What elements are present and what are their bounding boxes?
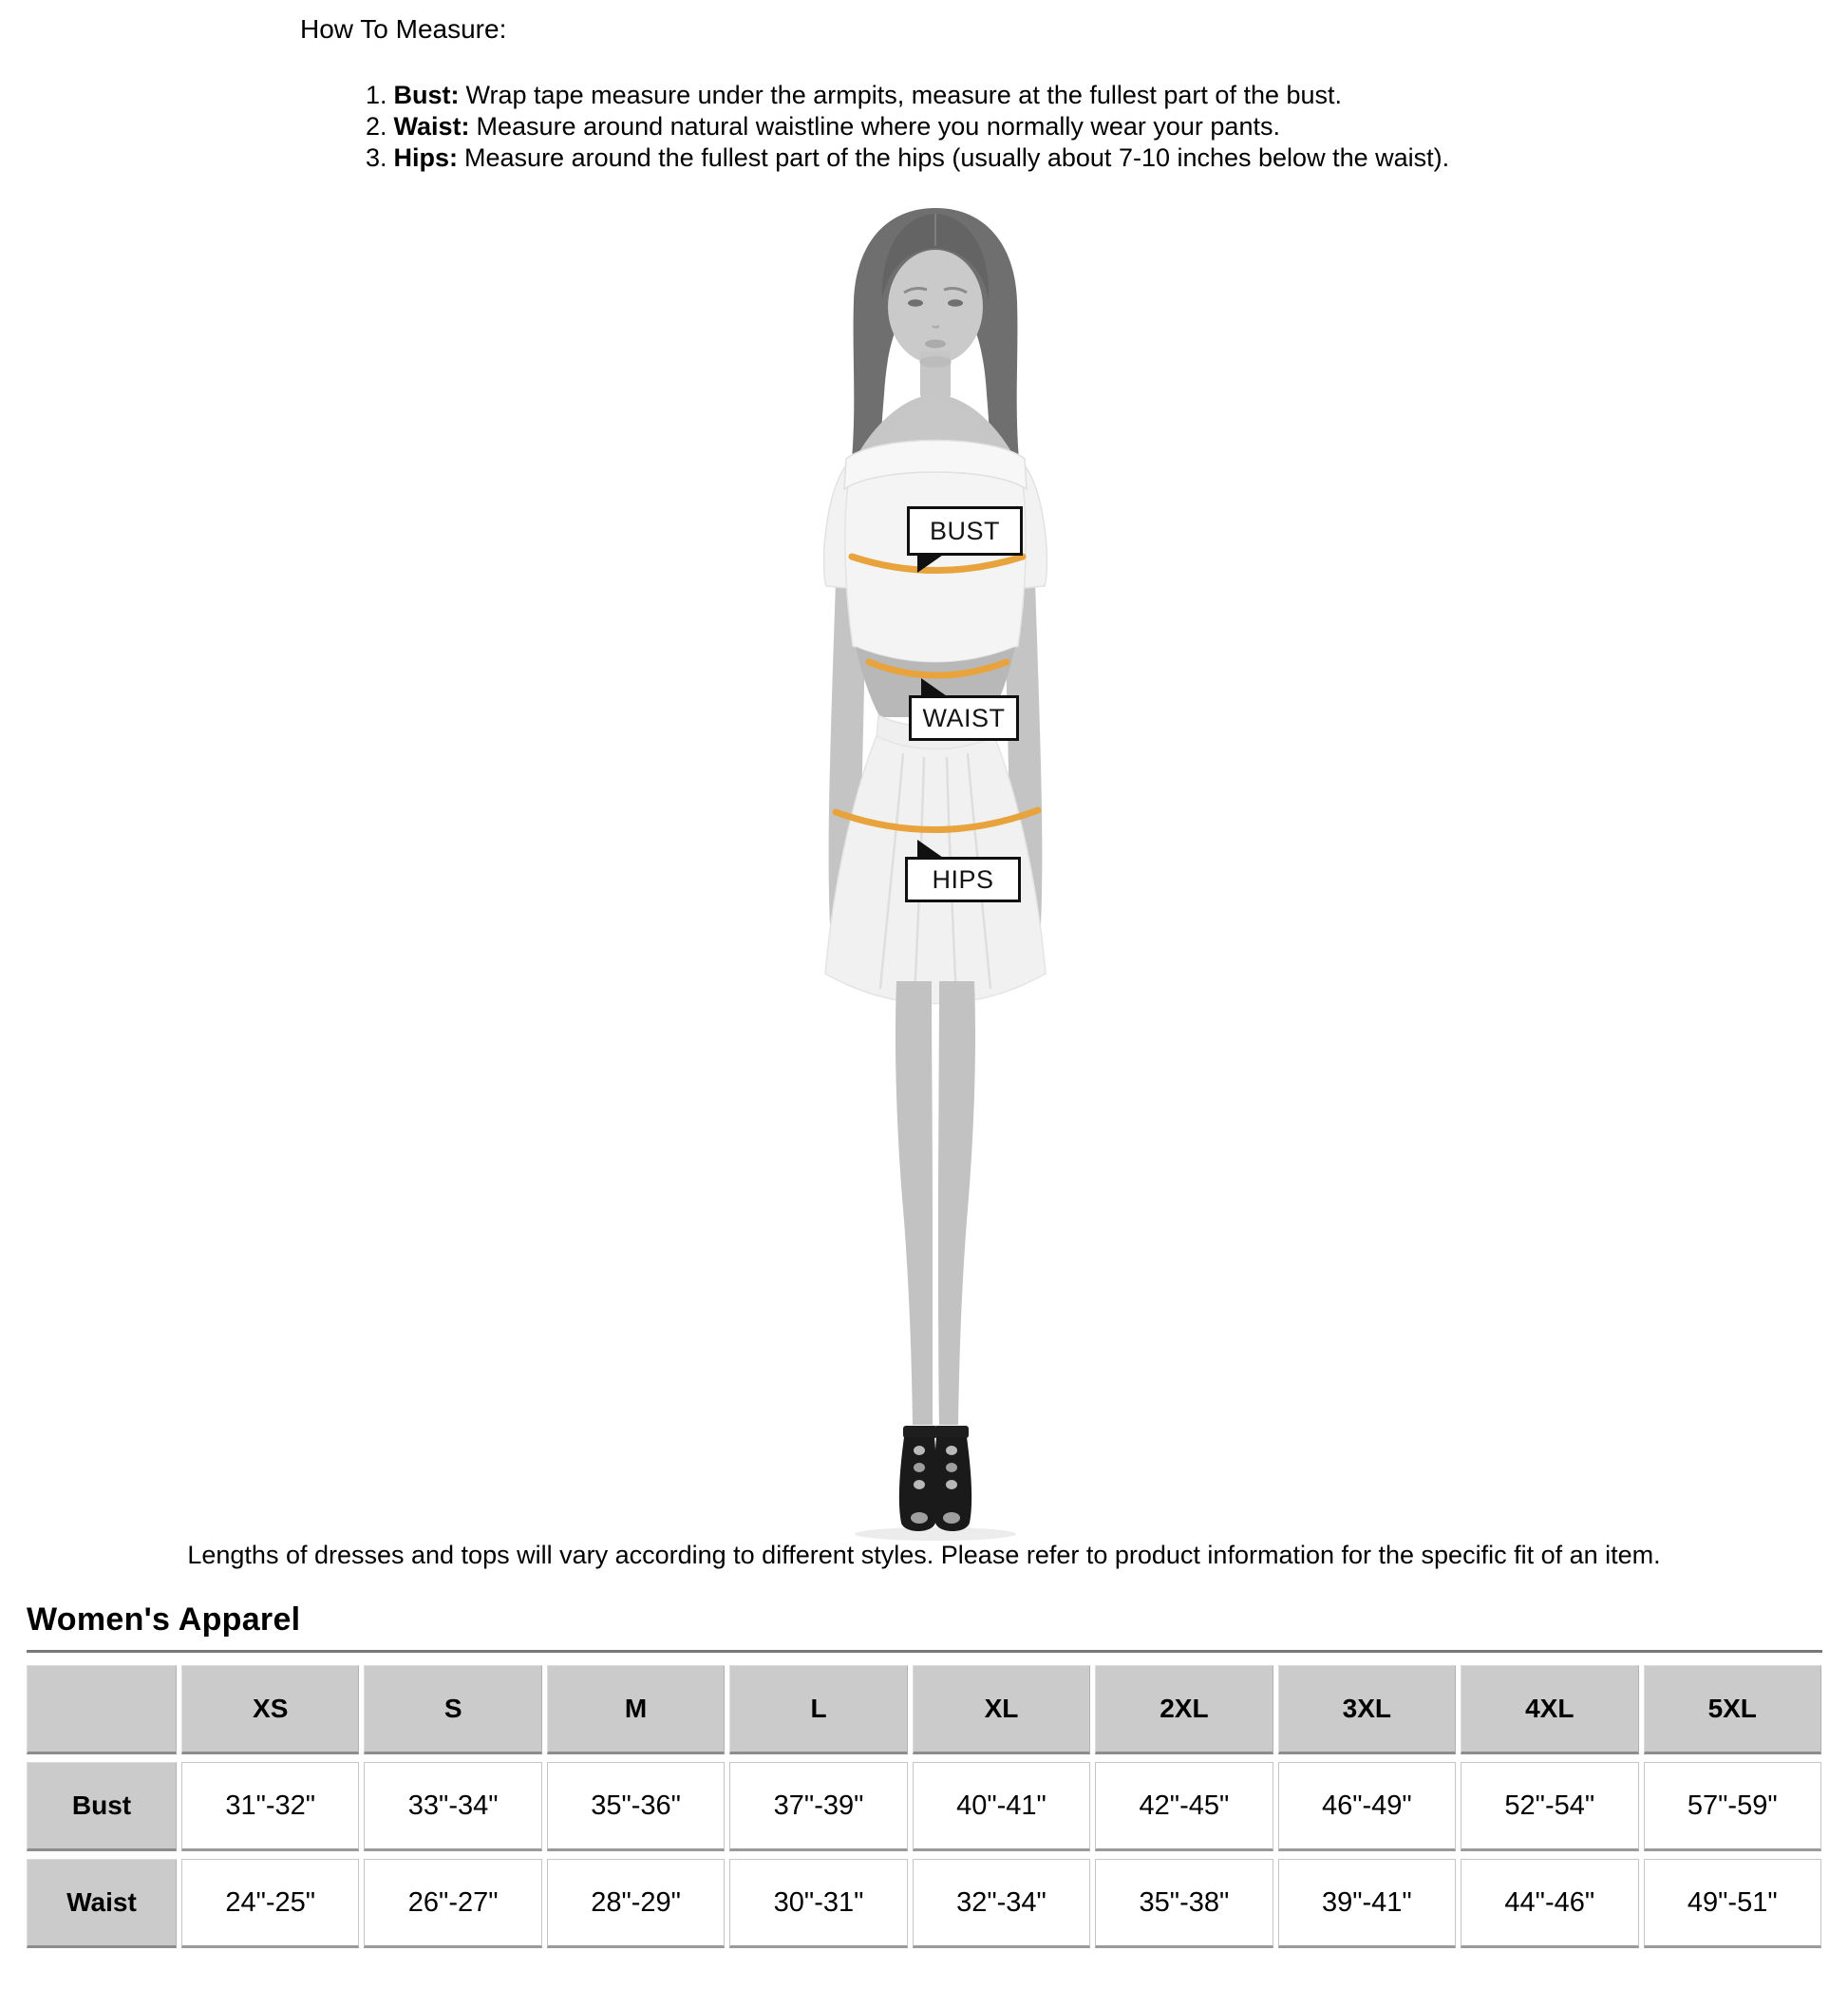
- waist-value-xs: 24"-25": [181, 1859, 359, 1948]
- model-figure: [717, 157, 1154, 1544]
- bust-label-pointer-icon: [917, 553, 946, 573]
- bust-value-5xl: 57"-59": [1644, 1762, 1822, 1851]
- size-column-header-5xl: 5XL: [1644, 1665, 1822, 1754]
- waist-label-text: WAIST: [922, 703, 1006, 732]
- instruction-number: 1.: [366, 81, 387, 109]
- size-column-header-l: L: [729, 1665, 907, 1754]
- waist-label-pointer-icon: [921, 678, 950, 698]
- size-column-header-2xl: 2XL: [1095, 1665, 1273, 1754]
- bust-value-3xl: 46"-49": [1278, 1762, 1456, 1851]
- model-legs: [896, 981, 975, 1425]
- size-table: [22, 1658, 1826, 1956]
- fit-note: Lengths of dresses and tops will vary according to different styles. Please refer to product information for the specific fit of an item.: [187, 1541, 1661, 1569]
- waist-label: [909, 695, 1019, 741]
- size-column-header-m: M: [547, 1665, 725, 1754]
- bust-value-xs: 31"-32": [181, 1762, 359, 1851]
- bust-label-text: BUST: [929, 516, 1000, 545]
- model-face: [882, 214, 989, 364]
- hips-label-pointer-icon: [917, 840, 946, 860]
- size-table-corner-cell: [27, 1665, 177, 1754]
- instruction-text: Wrap tape measure under the armpits, measure at the fullest part of the bust.: [465, 81, 1343, 109]
- section-divider: [27, 1650, 1822, 1653]
- size-table-header-row: [27, 1665, 1821, 1754]
- waist-value-s: 26"-27": [364, 1859, 541, 1948]
- model-heels: [855, 1426, 1016, 1541]
- waist-value-2xl: 35"-38": [1095, 1859, 1273, 1948]
- bust-label: [907, 506, 1023, 556]
- size-column-header-xs: XS: [181, 1665, 359, 1754]
- size-table-row-waist: [27, 1859, 1821, 1948]
- waist-value-5xl: 49"-51": [1644, 1859, 1822, 1948]
- section-title-womens-apparel: Women's Apparel: [27, 1601, 301, 1638]
- instruction-text: Measure around the fullest part of the hips (usually about 7-10 inches below the waist).: [464, 143, 1450, 172]
- size-column-header-4xl: 4XL: [1461, 1665, 1638, 1754]
- size-table-wrap: [22, 1658, 1826, 1956]
- waist-value-xl: 32"-34": [913, 1859, 1090, 1948]
- instruction-label: Hips:: [393, 143, 459, 172]
- instruction-label: Bust:: [393, 81, 460, 109]
- bust-value-4xl: 52"-54": [1461, 1762, 1638, 1851]
- size-column-header-s: S: [364, 1665, 541, 1754]
- how-to-measure-title: How To Measure:: [300, 14, 507, 44]
- waist-value-m: 28"-29": [547, 1859, 725, 1948]
- instruction-bust: [366, 80, 1449, 111]
- row-label-waist: Waist: [27, 1859, 177, 1948]
- waist-value-3xl: 39"-41": [1278, 1859, 1456, 1948]
- bust-value-xl: 40"-41": [913, 1762, 1090, 1851]
- instruction-text: Measure around natural waistline where you normally wear your pants.: [476, 112, 1280, 141]
- instruction-number: 3.: [366, 143, 387, 172]
- size-column-header-xl: XL: [913, 1665, 1090, 1754]
- instruction-label: Waist:: [393, 112, 470, 141]
- bust-value-m: 35"-36": [547, 1762, 725, 1851]
- bust-value-2xl: 42"-45": [1095, 1762, 1273, 1851]
- size-table-row-bust: [27, 1762, 1821, 1851]
- instruction-waist: [366, 111, 1449, 142]
- bust-value-l: 37"-39": [729, 1762, 907, 1851]
- row-label-bust: Bust: [27, 1762, 177, 1851]
- bust-value-s: 33"-34": [364, 1762, 541, 1851]
- instruction-number: 2.: [366, 112, 387, 141]
- size-column-header-3xl: 3XL: [1278, 1665, 1456, 1754]
- hips-label: [905, 857, 1021, 902]
- waist-value-4xl: 44"-46": [1461, 1859, 1638, 1948]
- waist-value-l: 30"-31": [729, 1859, 907, 1948]
- hips-label-text: HIPS: [932, 864, 994, 894]
